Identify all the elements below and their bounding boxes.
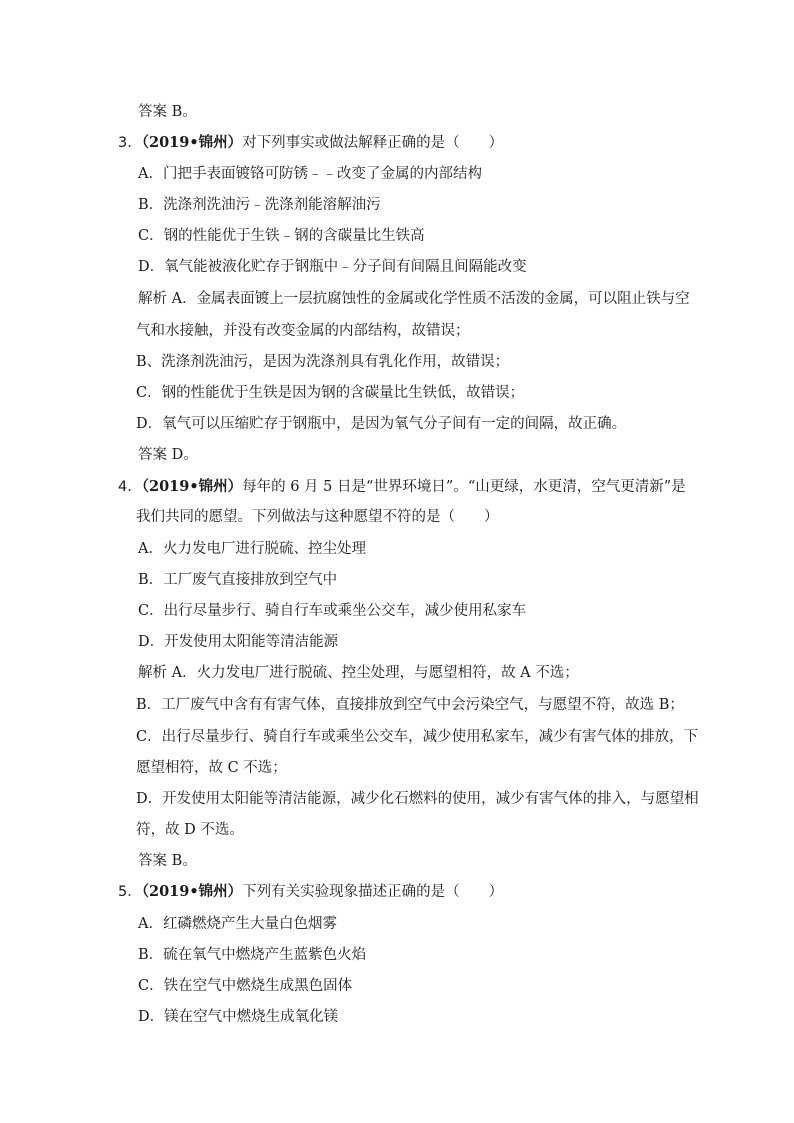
question-source: （2019•锦州） <box>141 478 243 495</box>
q5-option-b: B．硫在氧气中燃烧产生蓝紫色火焰 <box>138 947 367 963</box>
question-3-stem <box>118 133 503 153</box>
q4-option-c: C．出行尽量步行、骑自行车或乘坐公交车，减少使用私家车 <box>138 603 527 619</box>
q3-explanation-line: D．氧气可以压缩贮存于钢瓶中，是因为氧气分子间有一定的间隔，故正确。 <box>136 416 627 432</box>
q3-option-b: B．洗涤剂洗油污﹣洗涤剂能溶解油污 <box>138 197 381 213</box>
q4-explanation-line: D．开发使用太阳能等清洁能源，减少化石燃料的使用，减少有害气体的排入，与愿望相 <box>136 791 699 807</box>
q3-option-c: C．钢的性能优于生铁﹣钢的含碳量比生铁高 <box>138 228 425 244</box>
question-text: 下列有关实验现象描述正确的是（ ） <box>242 884 504 900</box>
question-source: （2019•锦州） <box>141 134 243 151</box>
q4-option-d: D．开发使用太阳能等清洁能源 <box>138 634 339 650</box>
q3-explanation-line: 解析 A．金属表面镀上一层抗腐蚀性的金属或化学性质不活泼的金属，可以阻止铁与空 <box>138 291 690 307</box>
q5-option-d: D．镁在空气中燃烧生成氧化镁 <box>138 1009 339 1025</box>
q4-explanation-line: 愿望相符，故 C 不选； <box>136 760 287 776</box>
q5-option-c: C．铁在空气中燃烧生成黑色固体 <box>138 978 353 994</box>
question-number: 5． <box>118 884 142 900</box>
question-number: 4． <box>118 479 142 495</box>
q4-explanation-line: 解析 A．火力发电厂进行脱硫、控尘处理，与愿望相符，故 A 不选； <box>138 665 579 681</box>
q4-explanation-line: C．出行尽量步行、骑自行车或乘坐公交车，减少使用私家车，减少有害气体的排放，下 <box>136 729 699 745</box>
question-source: （2019•锦州） <box>141 883 243 900</box>
question-number: 3． <box>118 135 142 151</box>
question-text: 每年的 6 月 5 日是“世界环境日”。“山更绿，水更清，空气更清新”是 <box>242 479 686 495</box>
q3-option-a: A．门把手表面镀铬可防锈﹣﹣改变了金属的内部结构 <box>138 166 482 182</box>
q3-explanation-line: 气和水接触，并没有改变金属的内部结构，故错误； <box>136 323 470 339</box>
q4-option-a: A．火力发电厂进行脱硫、控尘处理 <box>138 541 366 557</box>
q4-option-b: B．工厂废气直接排放到空气中 <box>138 572 338 588</box>
q4-explanation-line: 符，故 D 不选。 <box>136 822 244 838</box>
question-text: 对下列事实或做法解释正确的是（ ） <box>242 135 504 151</box>
question-5-stem <box>118 882 503 902</box>
question-4-stem-line2: 我们共同的愿望。下列做法与这种愿望不符的是（ ） <box>136 509 499 525</box>
q3-answer: 答案 D。 <box>138 447 198 463</box>
q4-explanation-line: B．工厂废气中含有有害气体，直接排放到空气中会污染空气，与愿望不符，故选 B； <box>136 697 684 713</box>
q3-explanation-line: C．钢的性能优于生铁是因为钢的含碳量比生铁低，故错误； <box>136 385 525 401</box>
question-4-stem <box>118 477 686 497</box>
q5-option-a: A．红磷燃烧产生大量白色烟雾 <box>138 916 337 932</box>
q2-answer: 答案 B。 <box>138 104 197 120</box>
q4-answer: 答案 B。 <box>138 853 197 869</box>
q3-option-d: D．氧气能被液化贮存于钢瓶中﹣分子间有间隔且间隔能改变 <box>138 259 527 275</box>
q3-explanation-line: B、洗涤剂洗油污，是因为洗涤剂具有乳化作用，故错误； <box>136 354 510 370</box>
